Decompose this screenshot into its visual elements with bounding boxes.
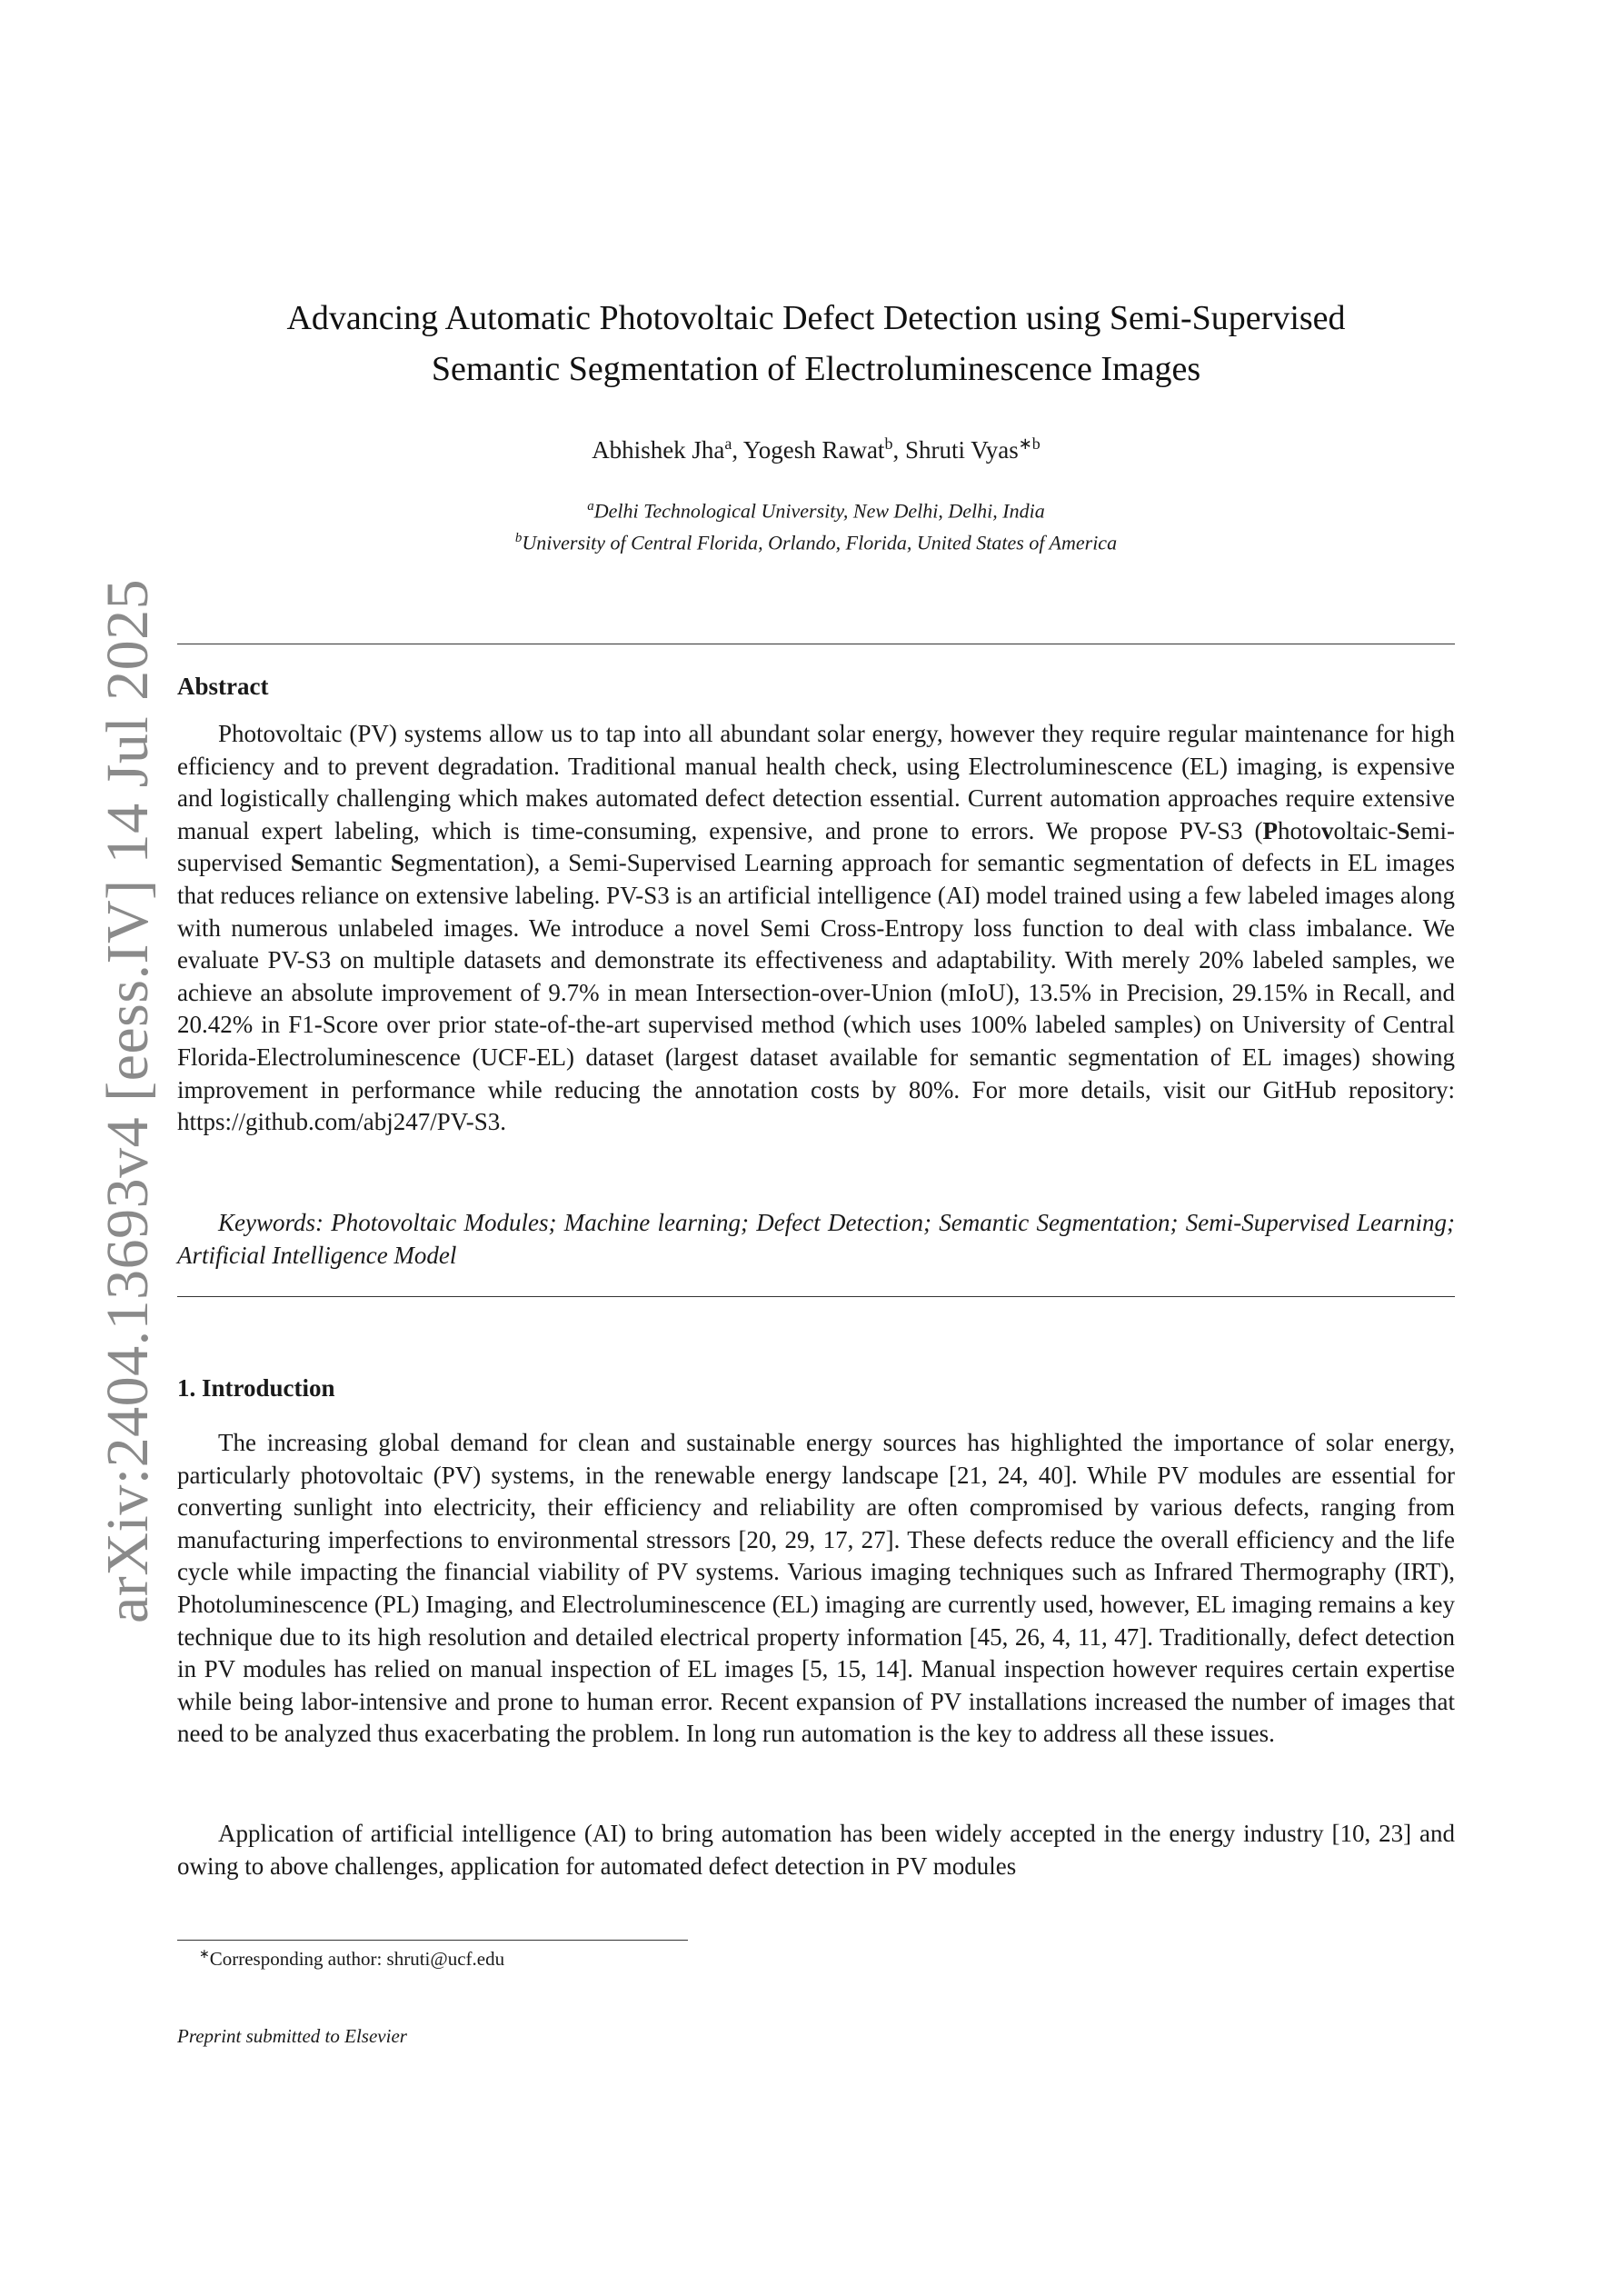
acronym-rest: egmentation — [404, 849, 526, 877]
paper-title — [177, 293, 1455, 394]
author-name: Yogesh Rawat — [742, 436, 885, 464]
title-line-2: Semantic Segmentation of Electroluminescence Images — [431, 350, 1201, 388]
author-name: Abhishek Jha — [592, 436, 725, 464]
abstract-text — [177, 718, 1455, 1139]
author-separator: , — [732, 436, 743, 464]
affiliation-mark: a — [587, 499, 594, 514]
footnote-rule — [177, 1940, 688, 1941]
affiliation-text: Delhi Technological University, New Delhi, Delhi, India — [593, 499, 1045, 523]
affiliation — [177, 493, 1455, 524]
acronym-letter: S — [1396, 816, 1410, 844]
affiliation-mark: b — [514, 531, 523, 546]
abstract-heading: Abstract — [177, 673, 269, 700]
author-list — [177, 434, 1455, 464]
affiliation — [177, 524, 1455, 556]
acronym-rest: hoto — [1278, 816, 1322, 844]
section-heading-introduction: 1. Introduction — [177, 1374, 335, 1402]
footnote-text: Corresponding author: shruti@ucf.edu — [209, 1948, 505, 1970]
acronym-letter: P — [1262, 816, 1278, 844]
author-separator: , — [892, 436, 905, 464]
acronym-rest: oltaic- — [1333, 816, 1397, 844]
affiliation-text: University of Central Florida, Orlando, Florida, United States of America — [522, 531, 1118, 554]
acronym-letter: v — [1321, 816, 1334, 844]
title-line-1: Advancing Automatic Photovoltaic Defect Detection using Semi-Supervised — [286, 299, 1346, 337]
abstract-bottom-rule — [177, 1296, 1455, 1297]
affiliation-list — [177, 493, 1455, 557]
introduction-paragraph-1: The increasing global demand for clean and sustainable energy sources has highlighted the importance of solar energy, particularly photovoltaic (PV) systems, in the renewable energy landscape [21, 24, 40]. While PV modules are essential for converting sunlight into electricity, their efficiency and reliability are often compromised by various defects, ranging from manufacturing imperfections to environmental stressors [20, 29, 17, 27]. These defects reduce the overall efficiency and the life cycle while impacting the financial viability of PV systems. Various imaging techniques such as Infrared Thermography (IRT), Photoluminescence (PL) Imaging, and Electroluminescence (EL) imaging are currently used, however, EL imaging remains a key technique due to its high resolution and detailed electrical property information [45, 26, 4, 11, 47]. Traditionally, defect detection in PV modules has relied on manual inspection of EL images [5, 15, 14]. Manual inspection however requires certain expertise while being labor-intensive and prone to human error. Recent expansion of PV installations increased the number of images that need to be analyzed thus exacerbating the problem. In long run automation is the key to address all these issues. — [177, 1429, 1455, 1748]
acronym-letter: S — [390, 849, 405, 877]
abstract-part-2: ), a Semi-Supervised Learning approach for semantic segmentation of defects in EL images that reduces reliance on extensive labeling. PV-S3 is an artificial intelligence (AI) model trained using a few labeled images along with numerous unlabeled images. We introduce a novel Semi Cross-Entropy loss function to deal with class imbalance. We evaluate PV-S3 on multiple datasets and demonstrate its effectiveness and adaptability. With merely 20% labeled samples, we achieve an absolute improvement of 9.7% in mean Intersection-over-Union (mIoU), 13.5% in Precision, 29.15% in Recall, and 20.42% in F1-Score over prior state-of-the-art supervised method (which uses 100% labeled samples) on University of Central Florida-Electroluminescence (UCF-EL) dataset (largest dataset available for semantic segmentation of EL images) showing improvement in performance while reducing the annotation costs by 80%. For more details, visit our GitHub repository: https://github.com/abj247/PV-S3. — [177, 849, 1455, 1136]
footnote — [199, 1947, 504, 1971]
author-mark: a — [724, 434, 732, 453]
abstract-part-1: Photovoltaic (PV) systems allow us to tap into all abundant solar energy, however they require regular maintenance for high efficiency and to prevent degradation. Traditional manual health check, using Electroluminescence (EL) imaging, is expensive and logistically challenging which makes automated defect detection essential. Current automation approaches require extensive manual expert labeling, which is time-consuming, expensive, and prone to errors. We propose PV-S3 ( — [177, 720, 1455, 844]
acronym-letter: S — [290, 849, 305, 877]
footnote-mark: ∗ — [199, 1948, 210, 1962]
preprint-note: Preprint submitted to Elsevier — [177, 2025, 407, 2047]
acronym-rest: emi-supervised — [177, 816, 1455, 877]
introduction-paragraph-2: Application of artificial intelligence (AI) to bring automation has been widely accepted in the energy industry [10, 23] and owing to above challenges, application for automated defect detection in PV modules — [177, 1820, 1455, 1880]
author-name: Shruti Vyas — [904, 436, 1019, 464]
keywords: Keywords: Photovoltaic Modules; Machine learning; Defect Detection; Semantic Segmentation; Semi-Supervised Learning; Artificial Intelligence Model — [177, 1209, 1455, 1269]
arxiv-identifier: arXiv:2404.13693v4 [eess.IV] 14 Jul 2025 — [95, 578, 161, 1623]
author-mark: b — [884, 434, 893, 453]
author-mark: ∗b — [1018, 434, 1041, 453]
acronym-rest: emantic — [304, 849, 391, 877]
